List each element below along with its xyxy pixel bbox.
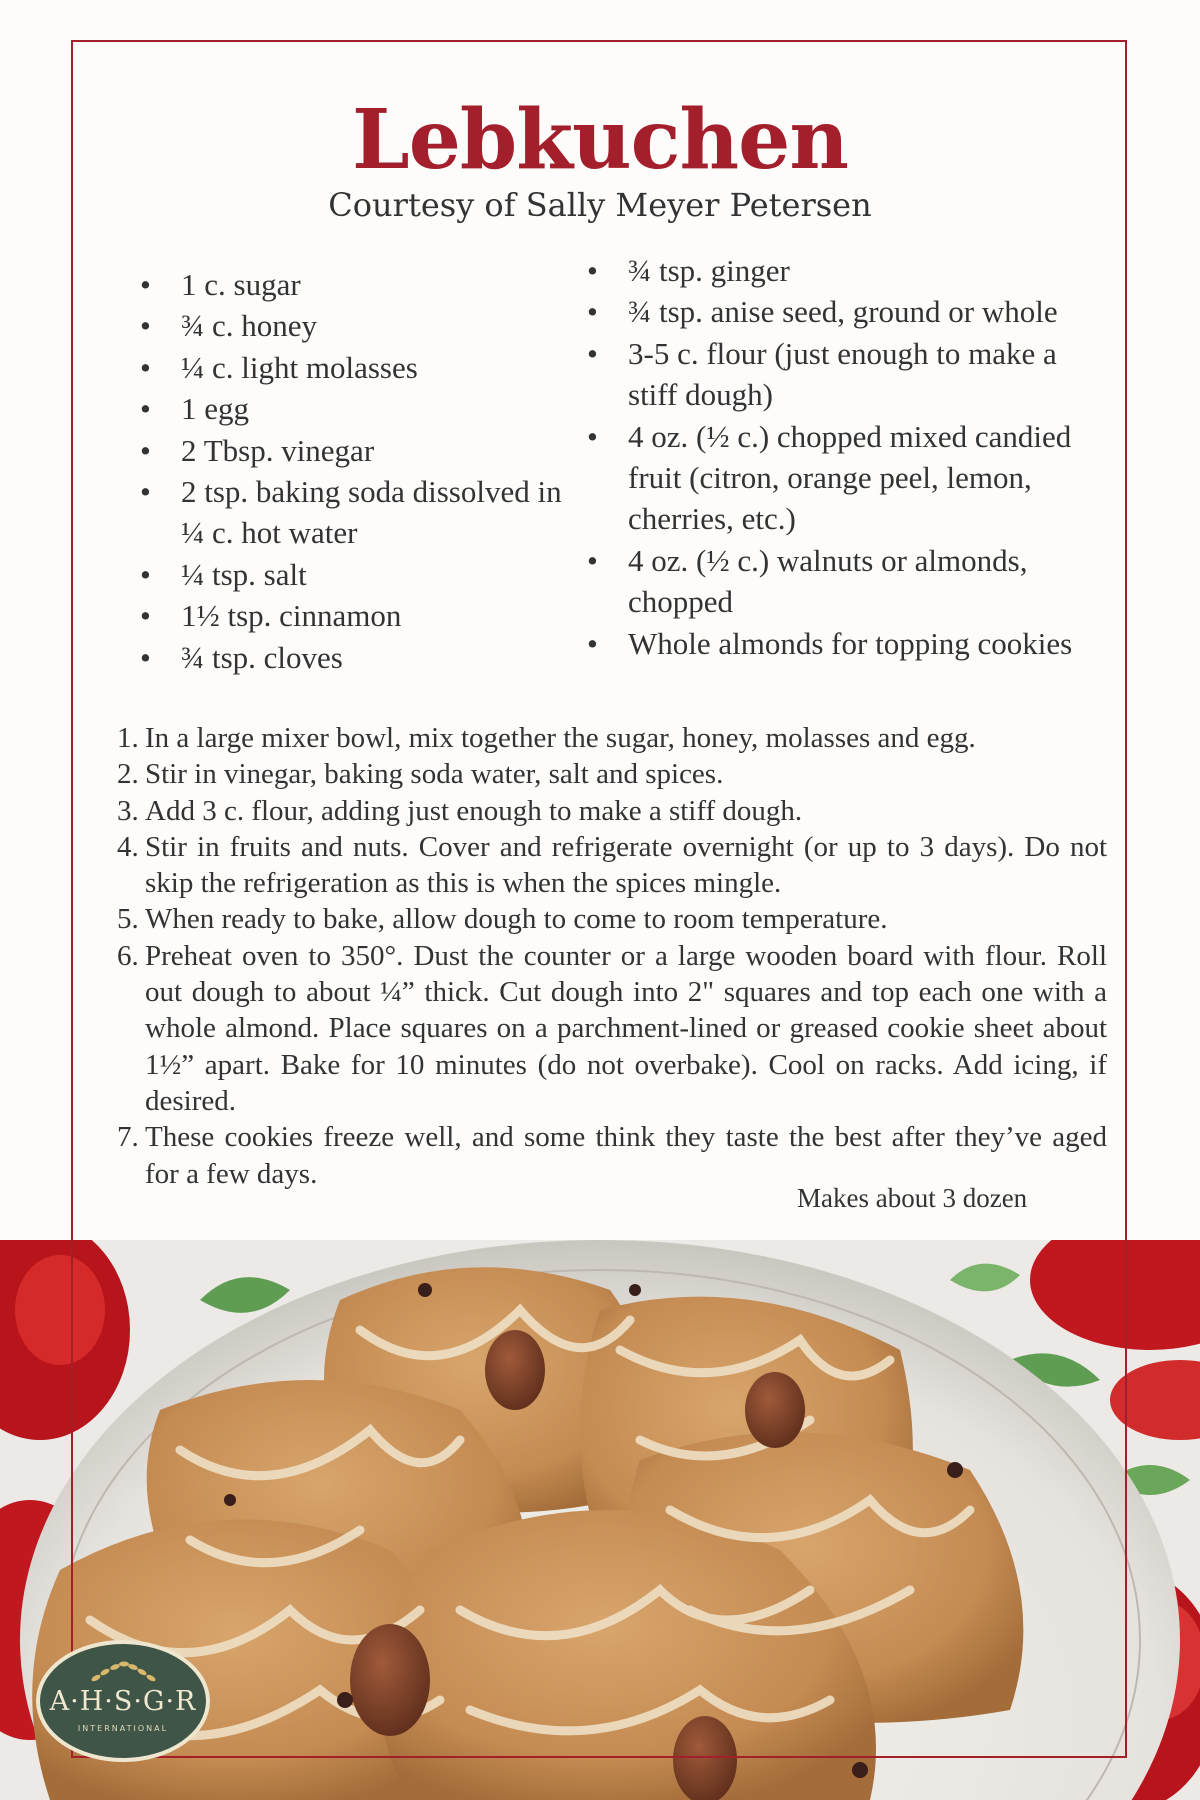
step-number: 6.: [117, 939, 139, 972]
instruction-step: [117, 720, 1107, 756]
step-text: When ready to bake, allow dough to come to room temperature.: [145, 903, 888, 936]
ingredient-item: • ¾ c. honey: [140, 305, 590, 346]
ingredient-item: • 2 Tbsp. vinegar: [140, 430, 590, 471]
ingredient-item: • 1 egg: [140, 388, 590, 429]
instruction-step: [117, 938, 1107, 1119]
ingredient-item: • ¼ tsp. salt: [140, 554, 590, 595]
ingredient-item: • 1 c. sugar: [140, 264, 590, 305]
step-text: Stir in fruits and nuts. Cover and refrigerate overnight (or up to 3 days). Do not skip the refrigeration as this is when the spices mingle.: [145, 830, 1107, 900]
yield-text: Makes about 3 dozen: [797, 1183, 1028, 1213]
step-number: 1.: [117, 722, 139, 754]
ingredient-item: • 4 oz. (½ c.) walnuts or almonds, chopped: [587, 540, 1107, 623]
ingredients-left: [140, 264, 590, 678]
step-text: Add 3 c. flour, adding just enough to make a stiff dough.: [145, 794, 803, 827]
step-text: These cookies freeze well, and some think they taste the best after they’ve aged for a few days.: [145, 1121, 1107, 1190]
ingredient-item: • ¾ tsp. anise seed, ground or whole: [587, 291, 1107, 332]
step-text: Stir in vinegar, baking soda water, salt and spices.: [145, 758, 724, 791]
ingredient-item: • ¾ tsp. cloves: [140, 637, 590, 678]
step-number: 3.: [117, 794, 139, 827]
instruction-step: [117, 1119, 1107, 1192]
instruction-step: [117, 793, 1107, 829]
ingredients-right: [587, 250, 1107, 664]
recipe-subtitle: Courtesy of Sally Meyer Petersen: [328, 186, 872, 224]
ingredient-item: • 3-5 c. flour (just enough to make a stiff dough): [587, 333, 1107, 416]
step-number: 7.: [117, 1121, 139, 1154]
instruction-step: [117, 756, 1107, 792]
instruction-step: [117, 901, 1107, 937]
logo-subtitle: INTERNATIONAL: [77, 1724, 169, 1733]
ingredient-item: • Whole almonds for topping cookies: [587, 623, 1107, 664]
ingredient-item: • ¼ c. light molasses: [140, 347, 590, 388]
wheat-icon: [88, 1656, 158, 1686]
step-text: In a large mixer bowl, mix together the sugar, honey, molasses and egg.: [145, 722, 976, 754]
step-number: 5.: [117, 903, 139, 936]
ingredient-item: • 4 oz. (½ c.) chopped mixed candied fruit (citron, orange peel, lemon, cherries, etc.): [587, 416, 1107, 540]
instruction-step: [117, 829, 1107, 902]
ingredient-item: • 2 tsp. baking soda dissolved in ¼ c. hot water: [140, 471, 590, 554]
step-number: 4.: [117, 830, 139, 863]
ingredient-item: • 1½ tsp. cinnamon: [140, 595, 590, 636]
instructions-list: [117, 720, 1107, 1192]
recipe-title: Lebkuchen: [352, 92, 848, 188]
step-number: 2.: [117, 758, 139, 791]
ingredient-item: • ¾ tsp. ginger: [587, 250, 1107, 291]
ahsgr-logo: [36, 1640, 210, 1762]
logo-name: A·H·S·G·R: [49, 1686, 197, 1717]
step-text: Preheat oven to 350°. Dust the counter or a large wooden board with flour. Roll out dough to about ¼” thick. Cut dough into 2" squares and top each one with a whole almond. Place squares on a parchment-lined or greased cookie sheet about 1½” apart. Bake for 10 minutes (do not overbake). Cool on racks. Add icing, if desired.: [145, 939, 1107, 1117]
